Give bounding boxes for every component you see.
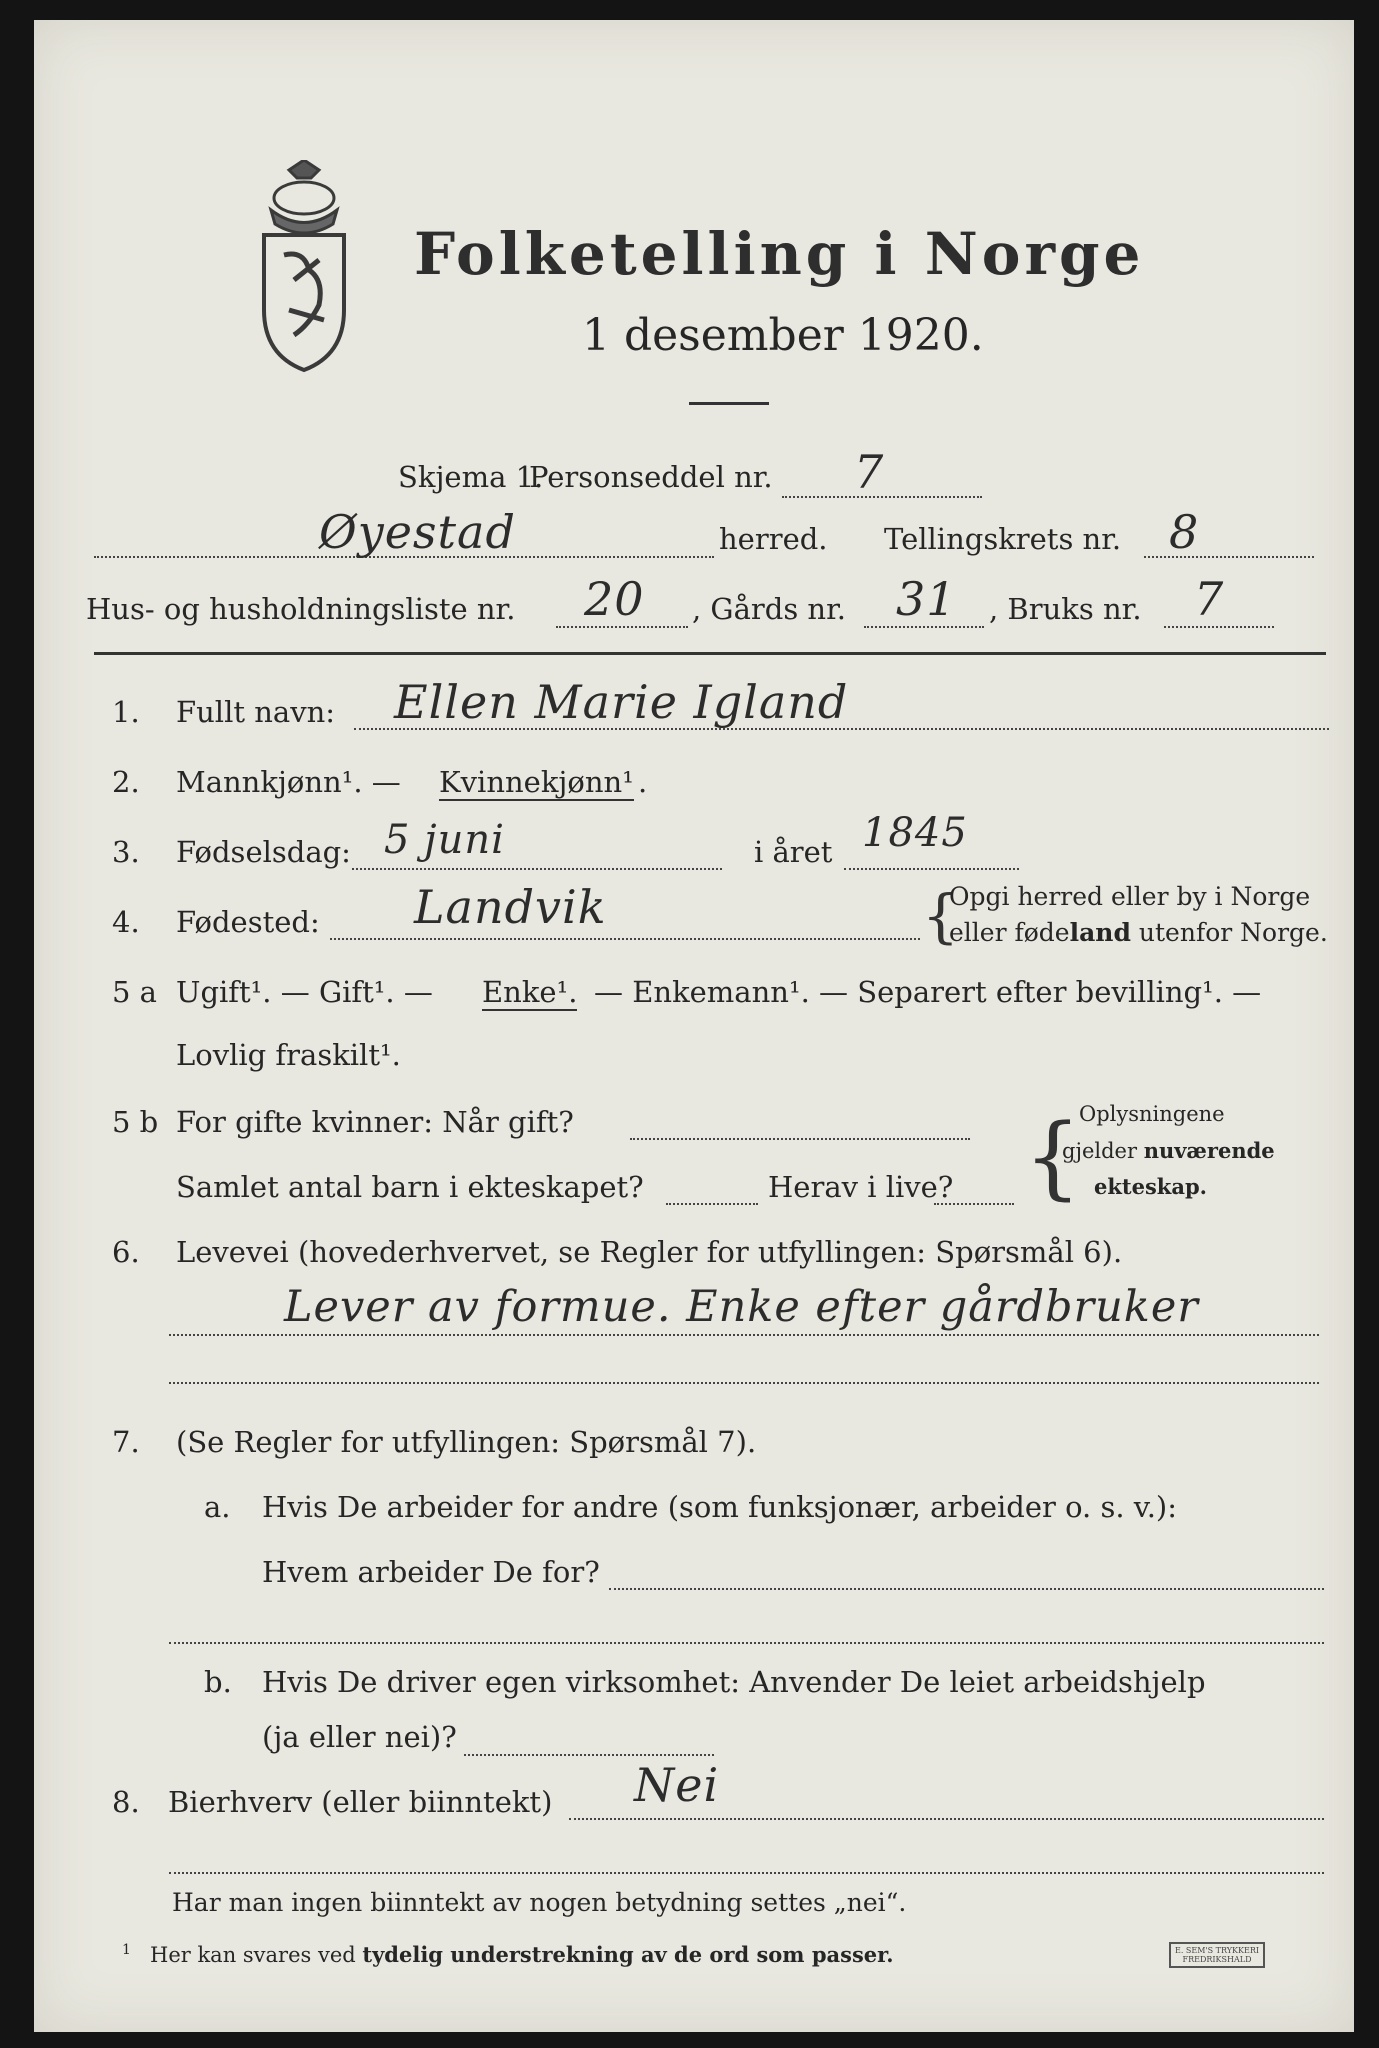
q3-year-label: i året <box>754 835 833 869</box>
q5b-married-line <box>630 1138 970 1140</box>
q8-label: Bierhverv (eller biinntekt) <box>168 1785 553 1819</box>
bruks-line <box>1164 626 1274 628</box>
q6-line1 <box>169 1334 1319 1336</box>
q4-brace: { <box>922 882 959 950</box>
footnote-text: Her kan svares ved tydelig understrekning av de ord som passer. <box>150 1942 894 1967</box>
footnote-mark: 1 <box>122 1942 131 1958</box>
nei-note: Har man ingen biinntekt av nogen betydning settes „nei“. <box>172 1888 907 1917</box>
q7a-extra-line <box>169 1642 1324 1644</box>
q7a-answer-line <box>609 1588 1324 1590</box>
q7b-letter: b. <box>204 1665 232 1699</box>
q7b-line1: Hvis De driver egen virksomhet: Anvender De leiet arbeidshjelp <box>262 1665 1206 1699</box>
q1-number: 1. <box>112 695 140 729</box>
census-form-sheet <box>34 20 1354 2032</box>
q5b-number: 5 b <box>112 1105 159 1139</box>
form-title: Folketelling i Norge <box>414 220 1145 288</box>
herred-label: herred. <box>719 522 828 556</box>
q2-end: . <box>638 765 648 799</box>
q5b-note2: gjelder nuværende <box>1062 1138 1275 1163</box>
q6-label: Levevei (hovederhvervet, se Regler for utfyllingen: Spørsmål 6). <box>176 1235 1123 1269</box>
gards-value: 31 <box>896 572 957 626</box>
q4-label: Fødested: <box>176 905 320 939</box>
q7a-letter: a. <box>204 1490 231 1524</box>
title-divider <box>689 402 769 405</box>
side-income-value: Nei <box>634 1758 720 1812</box>
q2-kvinne-underlined: Kvinnekjønn¹ <box>439 765 634 799</box>
q5a-line2: Lovlig fraskilt¹. <box>176 1038 401 1072</box>
birthplace-value: Landvik <box>414 880 607 934</box>
printer-stamp: E. SEM'S TRYKKERI FREDRIKSHALD <box>1169 1942 1265 1968</box>
birth-date-value: 5 juni <box>384 817 505 863</box>
q3-number: 3. <box>112 835 140 869</box>
bruks-value: 7 <box>1194 572 1225 626</box>
q7a-line1: Hvis De arbeider for andre (som funksjonær, arbeider o. s. v.): <box>262 1490 1178 1524</box>
q4-line <box>330 938 920 940</box>
q4-note-line2: eller fødeland utenfor Norge. <box>949 918 1328 947</box>
q5b-note1: Oplysningene <box>1079 1102 1225 1126</box>
q6-number: 6. <box>112 1235 140 1269</box>
q4-number: 4. <box>112 905 140 939</box>
occupation-value: Lever av formue. Enke efter gårdbruker <box>284 1282 1199 1332</box>
q5b-note3: ekteskap. <box>1094 1174 1207 1199</box>
q5a-post: — Enkemann¹. — Separert efter bevilling¹. — <box>594 975 1262 1009</box>
tellingskrets-label: Tellingskrets nr. <box>884 522 1122 556</box>
q5b-label1: For gifte kvinner: Når gift? <box>176 1105 574 1139</box>
q2-number: 2. <box>112 765 140 799</box>
herred-value: Øyestad <box>319 505 516 559</box>
q7b-answer-line <box>464 1754 714 1756</box>
q8-extra-line <box>169 1872 1324 1874</box>
q5b-children-line <box>666 1203 758 1205</box>
q5b-label2: Samlet antal barn i ekteskapet? <box>176 1170 644 1204</box>
schema-label: Skjema 1. <box>398 460 544 494</box>
q7b-line2: (ja eller nei)? <box>262 1720 457 1754</box>
q5b-brace: { <box>1024 1105 1082 1210</box>
husliste-value: 20 <box>584 572 645 626</box>
q6-line2 <box>169 1382 1319 1384</box>
birth-year-value: 1845 <box>862 810 968 856</box>
q7a-line2: Hvem arbeider De for? <box>262 1555 600 1589</box>
bruks-label: , Bruks nr. <box>989 592 1142 626</box>
q3-date-line <box>352 868 722 870</box>
q7-number: 7. <box>112 1425 140 1459</box>
q5a-number: 5 a <box>112 975 157 1009</box>
q3-year-line <box>844 868 1019 870</box>
gards-label: , Gårds nr. <box>692 592 846 626</box>
q4-note-line1: Opgi herred eller by i Norge <box>949 882 1311 911</box>
coat-of-arms-icon <box>249 160 359 380</box>
q5b-label3: Herav i live? <box>768 1170 954 1204</box>
tellingskrets-value: 8 <box>1169 505 1200 559</box>
q2-mann: Mannkjønn¹. — <box>176 765 401 799</box>
gards-line <box>864 626 984 628</box>
q5b-alive-line <box>934 1203 1014 1205</box>
q3-label: Fødselsdag: <box>176 835 351 869</box>
q8-number: 8. <box>112 1785 140 1819</box>
header-divider <box>94 652 1326 655</box>
q5a-enke-underlined: Enke¹. <box>482 975 578 1009</box>
personseddel-value: 7 <box>854 445 885 499</box>
q5a-pre: Ugift¹. — Gift¹. — <box>176 975 433 1009</box>
q7-label: (Se Regler for utfyllingen: Spørsmål 7). <box>176 1425 757 1459</box>
husliste-line <box>556 626 688 628</box>
husliste-label: Hus- og husholdningsliste nr. <box>86 592 516 626</box>
census-date: 1 desember 1920. <box>582 310 984 361</box>
q8-line <box>569 1818 1324 1820</box>
full-name-value: Ellen Marie Igland <box>394 675 849 729</box>
q1-label: Fullt navn: <box>176 695 336 729</box>
personseddel-label: Personseddel nr. <box>529 460 773 494</box>
